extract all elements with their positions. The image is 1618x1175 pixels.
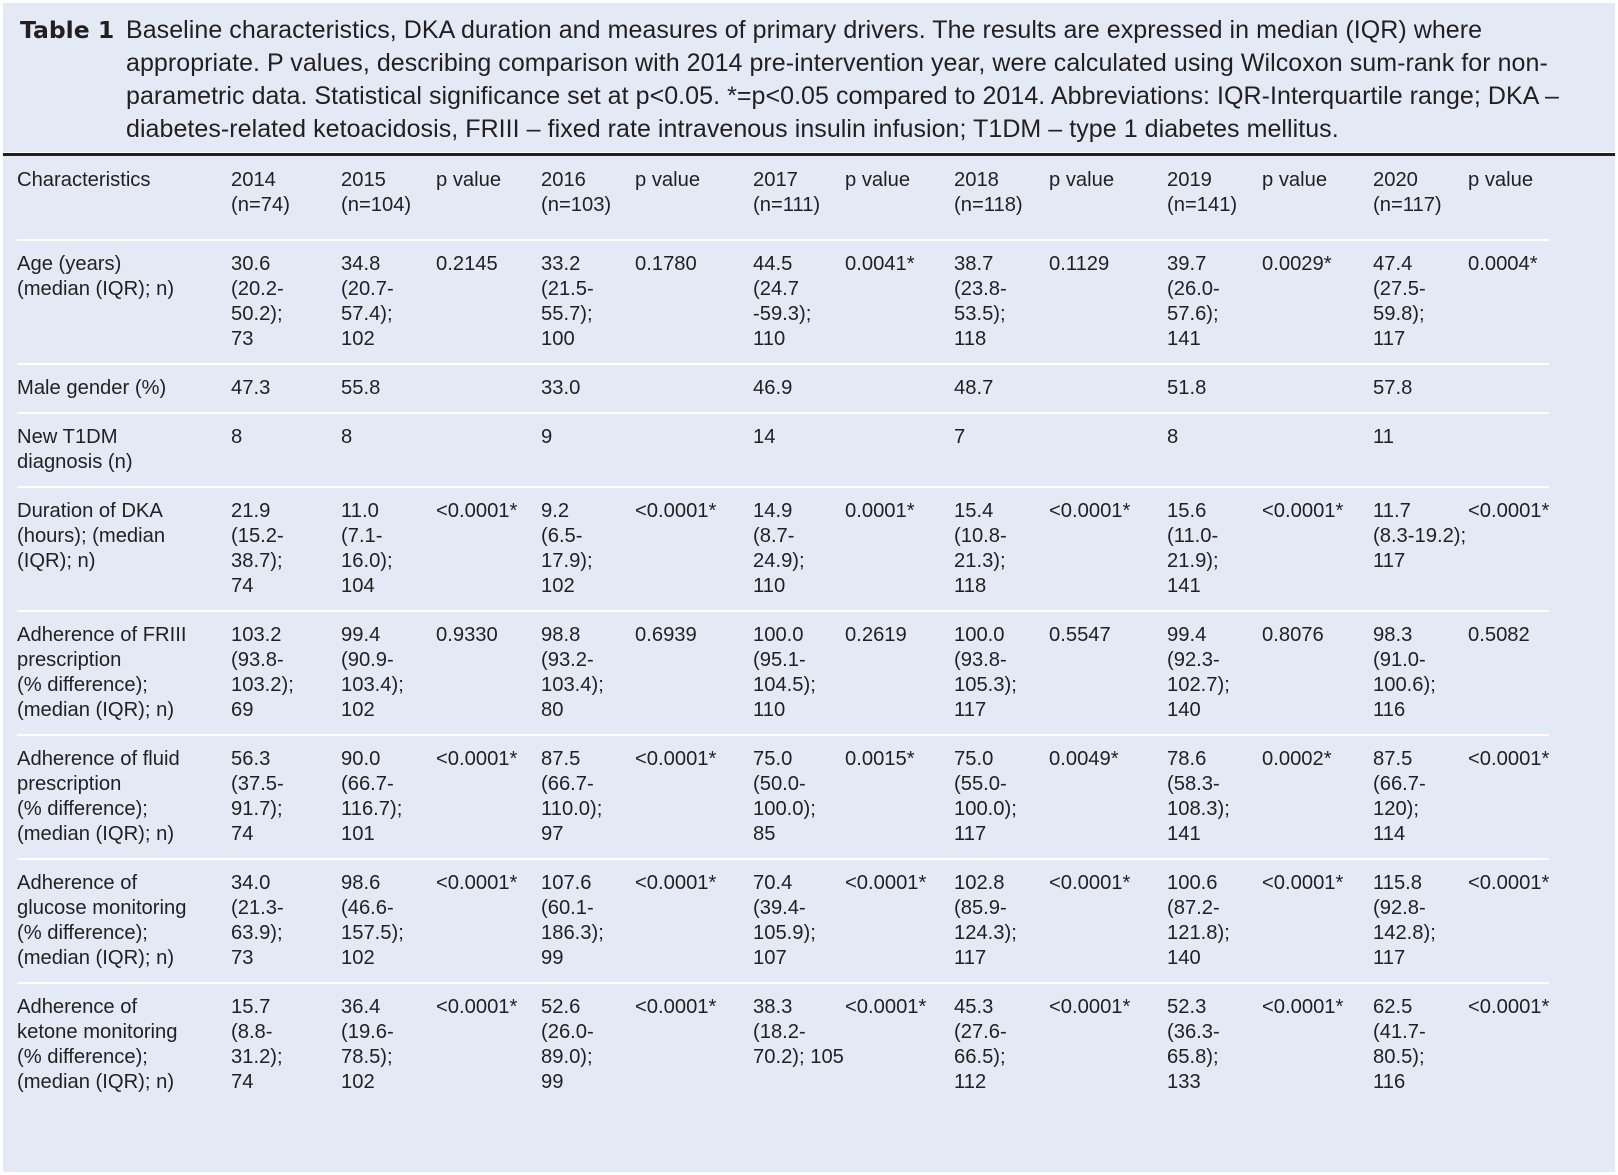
- caption-text: Baseline characteristics, DKA duration and measures of primary drivers. The results are expressed in median (IQR) where appropriate. P values, describing comparison with 2014 pre-intervention year, were calculated using Wilcoxon sum-rank for non-parametric data. Statistical significance set at p<0.05. *=p<0.05 compared to 2014. Abbreviations: IQR-Interquartile range; DKA – diabetes-related ketoacidosis, FRIII – fixed rate intravenous insulin infusion; T1DM – type 1 diabetes mellitus.: [126, 16, 1559, 143]
- table-cell: 90.0 (66.7- 116.7); 101: [341, 748, 403, 845]
- table-cell: [436, 414, 541, 486]
- row-label: New T1DM diagnosis (n): [17, 426, 133, 473]
- table-cell: 98.3 (91.0- 100.6); 116: [1373, 624, 1436, 721]
- table-cell: 39.7 (26.0- 57.6); 141: [1167, 253, 1220, 350]
- table-cell: [635, 414, 753, 486]
- table-cell: 55.8: [341, 377, 381, 399]
- table-cell: 0.0029*: [1262, 253, 1332, 275]
- table-cell: <0.0001*: [845, 872, 927, 894]
- table-cell: [1049, 365, 1167, 412]
- column-header: p value: [845, 169, 911, 191]
- row-label: Age (years) (median (IQR); n): [17, 253, 175, 300]
- table-cell: 51.8: [1167, 377, 1207, 399]
- table-cell: 48.7: [954, 377, 994, 399]
- table-cell: 46.9: [753, 377, 793, 399]
- column-header: 2016 (n=103): [541, 169, 612, 216]
- table-cell: [635, 365, 753, 412]
- table-cell: 52.3 (36.3- 65.8); 133: [1167, 996, 1220, 1093]
- table-cell: 34.0 (21.3- 63.9); 73: [231, 872, 284, 969]
- table-cell: <0.0001*: [635, 872, 717, 894]
- table-cell: <0.0001*: [1468, 500, 1550, 522]
- table-cell: 0.0049*: [1049, 748, 1119, 770]
- table-cell: 0.1129: [1049, 253, 1110, 275]
- row-label: Duration of DKA (hours); (median (IQR); n): [17, 500, 166, 572]
- table-cell: 8: [341, 426, 353, 448]
- column-header: p value: [436, 169, 502, 191]
- table-cell: 14.9 (8.7- 24.9); 110: [753, 500, 805, 597]
- table-cell: 9.2 (6.5- 17.9); 102: [541, 500, 593, 597]
- column-header: p value: [1262, 169, 1328, 191]
- table-cell: [1468, 365, 1549, 412]
- table-cell: 11: [1373, 426, 1394, 448]
- table-cell: <0.0001*: [1468, 996, 1550, 1018]
- column-header: 2020 (n=117): [1373, 169, 1442, 216]
- data-table: [17, 168, 1549, 1106]
- table-row: [17, 612, 1549, 734]
- table-cell: 98.8 (93.2- 103.4); 80: [541, 624, 604, 721]
- table-cell: 103.2 (93.8- 103.2); 69: [231, 624, 294, 721]
- table-cell: <0.0001*: [1468, 748, 1550, 770]
- table-row: [17, 860, 1549, 982]
- table-cell: 78.6 (58.3- 108.3); 141: [1167, 748, 1230, 845]
- table-cell: <0.0001*: [1262, 500, 1344, 522]
- table-cell: <0.0001*: [436, 996, 518, 1018]
- table-cell: 115.8 (92.8- 142.8); 117: [1373, 872, 1436, 969]
- column-header: 2019 (n=141): [1167, 169, 1238, 216]
- table-cell: 0.5082: [1468, 624, 1530, 646]
- table-cell: <0.0001*: [1262, 996, 1344, 1018]
- table-cell: 44.5 (24.7 -59.3); 110: [753, 253, 812, 350]
- table-cell: 34.8 (20.7- 57.4); 102: [341, 253, 394, 350]
- table-cell: [845, 414, 954, 486]
- table-cell: 33.2 (21.5- 55.7); 100: [541, 253, 594, 350]
- table-cell: 0.2619: [845, 624, 907, 646]
- table-cell: 7: [954, 426, 966, 448]
- table-cell: 0.5547: [1049, 624, 1111, 646]
- table-cell: 38.7 (23.8- 53.5); 118: [954, 253, 1007, 350]
- table-cell: 0.2145: [436, 253, 498, 275]
- table-cell: 8: [1167, 426, 1179, 448]
- row-label: Adherence of fluid prescription (% difference); (median (IQR); n): [17, 748, 180, 845]
- table-cell: 99.4 (90.9- 103.4); 102: [341, 624, 404, 721]
- table-cell: 15.6 (11.0- 21.9); 141: [1167, 500, 1219, 597]
- table-cell: 15.7 (8.8- 31.2); 74: [231, 996, 283, 1093]
- table-cell: 8: [231, 426, 243, 448]
- table-cell: 38.3 (18.2- 70.2); 105: [753, 996, 844, 1068]
- column-header: p value: [1049, 169, 1115, 191]
- table-cell: [1262, 414, 1373, 486]
- table-cell: 99.4 (92.3- 102.7); 140: [1167, 624, 1230, 721]
- table-cell: 0.0015*: [845, 748, 915, 770]
- table-cell: <0.0001*: [845, 996, 927, 1018]
- table-cell: 98.6 (46.6- 157.5); 102: [341, 872, 404, 969]
- table-cell: [1262, 365, 1373, 412]
- table-cell: 100.0 (93.8- 105.3); 117: [954, 624, 1017, 721]
- table-cell: 0.0002*: [1262, 748, 1332, 770]
- table-cell: <0.0001*: [436, 500, 518, 522]
- table-header-row: [17, 168, 1549, 239]
- table-cell: 70.4 (39.4- 105.9); 107: [753, 872, 816, 969]
- table-cell: 0.6939: [635, 624, 697, 646]
- table-cell: 15.4 (10.8- 21.3); 118: [954, 500, 1007, 597]
- table-cell: 87.5 (66.7- 110.0); 97: [541, 748, 603, 845]
- table-cell: 30.6 (20.2- 50.2); 73: [231, 253, 284, 350]
- column-header: 2015 (n=104): [341, 169, 412, 216]
- table-cell: 100.6 (87.2- 121.8); 140: [1167, 872, 1230, 969]
- table-row: [17, 241, 1549, 363]
- table-cell: 47.4 (27.5- 59.8); 117: [1373, 253, 1426, 350]
- table-row: [17, 984, 1549, 1106]
- table-cell: 75.0 (55.0- 100.0); 117: [954, 748, 1017, 845]
- table-cell: [845, 365, 954, 412]
- table-cell: 100.0 (95.1- 104.5); 110: [753, 624, 816, 721]
- table-cell: 102.8 (85.9- 124.3); 117: [954, 872, 1017, 969]
- table-cell: 0.0001*: [845, 500, 915, 522]
- table-row: [17, 365, 1549, 412]
- row-label: Adherence of FRIII prescription (% difference); (median (IQR); n): [17, 624, 187, 721]
- column-header: 2018 (n=118): [954, 169, 1023, 216]
- table-cell: 36.4 (19.6- 78.5); 102: [341, 996, 394, 1093]
- table-cell: [436, 365, 541, 412]
- table-cell: 0.0004*: [1468, 253, 1538, 275]
- table-cell: <0.0001*: [1262, 872, 1344, 894]
- table-cell: 45.3 (27.6- 66.5); 112: [954, 996, 1007, 1093]
- table-cell: <0.0001*: [436, 748, 518, 770]
- table-cell: 62.5 (41.7- 80.5); 116: [1373, 996, 1426, 1093]
- table-cell: <0.0001*: [1049, 872, 1131, 894]
- table-label: Table 1: [20, 16, 115, 44]
- table-cell: [1468, 414, 1549, 486]
- table-cell: <0.0001*: [635, 500, 717, 522]
- table-caption: [20, 14, 1580, 146]
- table-cell: 33.0: [541, 377, 581, 399]
- table-cell: 87.5 (66.7-120); 114: [1373, 748, 1426, 845]
- table-cell: 0.0041*: [845, 253, 915, 275]
- table-cell: 47.3: [231, 377, 271, 399]
- table-cell: 11.7 (8.3-19.2); 117: [1373, 500, 1467, 572]
- table-container: [3, 156, 1615, 1172]
- table-cell: 21.9 (15.2- 38.7); 74: [231, 500, 284, 597]
- table-cell: 56.3 (37.5- 91.7); 74: [231, 748, 284, 845]
- table-cell: 0.9330: [436, 624, 498, 646]
- table-cell: <0.0001*: [1468, 872, 1550, 894]
- table-cell: 9: [541, 426, 553, 448]
- table-row: [17, 488, 1549, 610]
- table-cell: 14: [753, 426, 776, 448]
- table-cell: <0.0001*: [436, 872, 518, 894]
- table-cell: 107.6 (60.1- 186.3); 99: [541, 872, 604, 969]
- table-cell: 0.1780: [635, 253, 697, 275]
- column-header: Characteristics: [17, 169, 151, 191]
- table-cell: <0.0001*: [635, 748, 717, 770]
- table-cell: 11.0 (7.1- 16.0); 104: [341, 500, 393, 597]
- table-caption-box: [3, 3, 1615, 152]
- table-cell: 52.6 (26.0- 89.0); 99: [541, 996, 594, 1093]
- row-label: Male gender (%): [17, 377, 167, 399]
- table-row: [17, 736, 1549, 858]
- column-header: 2017 (n=111): [753, 169, 821, 216]
- row-label: Adherence of ketone monitoring (% difference); (median (IQR); n): [17, 996, 178, 1093]
- column-header: p value: [1468, 169, 1534, 191]
- table-cell: <0.0001*: [1049, 996, 1131, 1018]
- table-cell: <0.0001*: [1049, 500, 1131, 522]
- column-header: 2014 (n=74): [231, 169, 290, 216]
- table-row: [17, 414, 1549, 486]
- table-cell: <0.0001*: [635, 996, 717, 1018]
- table-cell: 57.8: [1373, 377, 1413, 399]
- row-label: Adherence of glucose monitoring (% difference); (median (IQR); n): [17, 872, 187, 969]
- table-cell: [1049, 414, 1167, 486]
- table-cell: 75.0 (50.0- 100.0); 85: [753, 748, 816, 845]
- column-header: p value: [635, 169, 701, 191]
- table-cell: 0.8076: [1262, 624, 1324, 646]
